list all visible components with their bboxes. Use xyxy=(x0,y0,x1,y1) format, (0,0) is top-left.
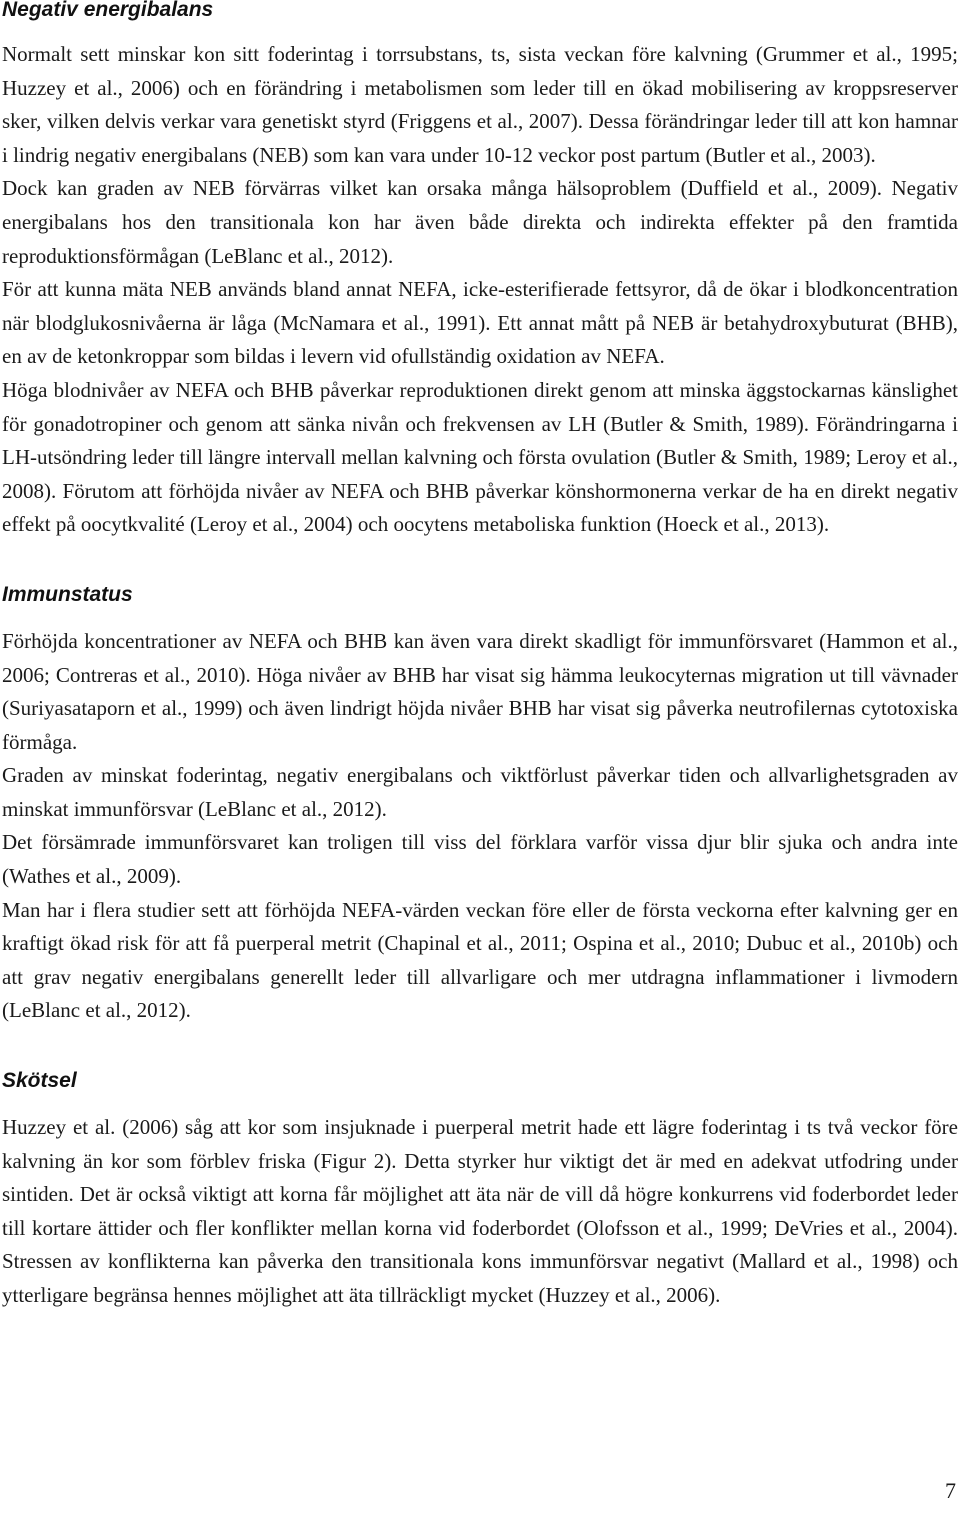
paragraph: Huzzey et al. (2006) såg att kor som insjuknade i puerperal metrit hade ett lägre foderintag i ts två veckor före kalvning än kor som förblev friska (Figur 2). Detta styrker hur viktigt det är med en adekvat utfodring under sintiden. Det är också viktigt att korna får möjlighet att äta när de vill då högre konkurrens vid foderbordet leder till kortare ättider och fler konflikter mellan korna vid foderbordet (Olofsson et al., 1999; DeVries et al., 2004). Stressen av konflikterna kan påverka den transitionala kons immunförsvar negativt (Mallard et al., 1998) och ytterligare begränsa hennes möjlighet att äta tillräckligt mycket (Huzzey et al., 2006). xyxy=(2,1115,958,1307)
paragraph: För att kunna mäta NEB används bland annat NEFA, icke-esterifierade fettsyror, då de ökar i blodkoncentration när blodglukosnivåerna är låga (McNamara et al., 1991). Ett annat mått på NEB är betahydroxybuturat (BHB), en av de ketonkroppar som bildas i levern vid ofullständig oxidation av NEFA. xyxy=(2,277,958,369)
page-number: 7 xyxy=(945,1478,956,1503)
section-body-skotsel xyxy=(2,1111,958,1313)
section-heading-skotsel: Skötsel xyxy=(2,1069,77,1093)
section-heading-immunstatus: Immunstatus xyxy=(2,582,133,606)
paragraph: Normalt sett minskar kon sitt foderintag i torrsubstans, ts, sista veckan före kalvning (Grummer et al., 1995; Huzzey et al., 2006) och en förändring i metabolismen som leder till en ökad mobilisering av kroppsreserver sker, vilken delvis verkar vara genetiskt styrd (Friggens et al., 2007). Dessa förändringar leder till att kon hamnar i lindrig negativ energibalans (NEB) som kan vara under 10-12 veckor post partum (Butler et al., 2003). xyxy=(2,42,958,167)
paragraph: Förhöjda koncentrationer av NEFA och BHB kan även vara direkt skadligt för immunförsvaret (Hammon et al., 2006; Contreras et al., 2010). Höga nivåer av BHB har visat sig hämma leukocyternas migration ut till vävnader (Suriyasataporn et al., 1999) och även lindrigt höjda nivåer BHB har visat sig påverka neutrofilernas cytotoxiska förmåga. xyxy=(2,628,958,754)
paragraph: Man har i flera studier sett att förhöjda NEFA-värden veckan före eller de första veckorna efter kalvning ger en kraftigt ökad risk för att få puerperal metrit (Chapinal et al., 2011; Ospina et al., 2010; Dubuc et al., 2010b) och att grav negativ energibalans generellt leder till allvarligare och mer utdragna inflammationer i livmodern (LeBlanc et al., 2012). xyxy=(2,897,958,1023)
section-heading-negativ-energibalans: Negativ energibalans xyxy=(2,0,214,21)
paragraph: Graden av minskat foderintag, negativ energibalans och viktförlust påverkar tiden och allvarlighetsgraden av minskat immunförsvar (LeBlanc et al., 2012). xyxy=(2,763,958,821)
paragraph: Dock kan graden av NEB förvärras vilket kan orsaka många hälsoproblem (Duffield et al., 2009). Negativ energibalans hos den transitionala kon har även både direkta och indirekta effekter på den framtida reproduktionsförmågan (LeBlanc et al., 2012). xyxy=(2,176,958,268)
section-body-negativ-energibalans xyxy=(2,38,958,542)
paragraph: Höga blodnivåer av NEFA och BHB påverkar reproduktionen direkt genom att minska äggstockarnas känslighet för gonadotropiner och genom att sänka nivån och frekvensen av LH (Butler & Smith, 1989). Förändringarna i LH-utsöndring leder till längre intervall mellan kalvning och första ovulation (Butler & Smith, 1989; Leroy et al., 2008). Förutom att förhöjda nivåer av NEFA och BHB påverkar könshormonerna verkar de ha en direkt negativ effekt på oocytkvalité (Leroy et al., 2004) och oocytens metaboliska funktion (Hoeck et al., 2013). xyxy=(2,377,958,537)
paragraph: Det försämrade immunförsvaret kan troligen till viss del förklara varför vissa djur blir sjuka och andra inte (Wathes et al., 2009). xyxy=(2,830,958,889)
section-body-immunstatus xyxy=(2,625,958,1028)
